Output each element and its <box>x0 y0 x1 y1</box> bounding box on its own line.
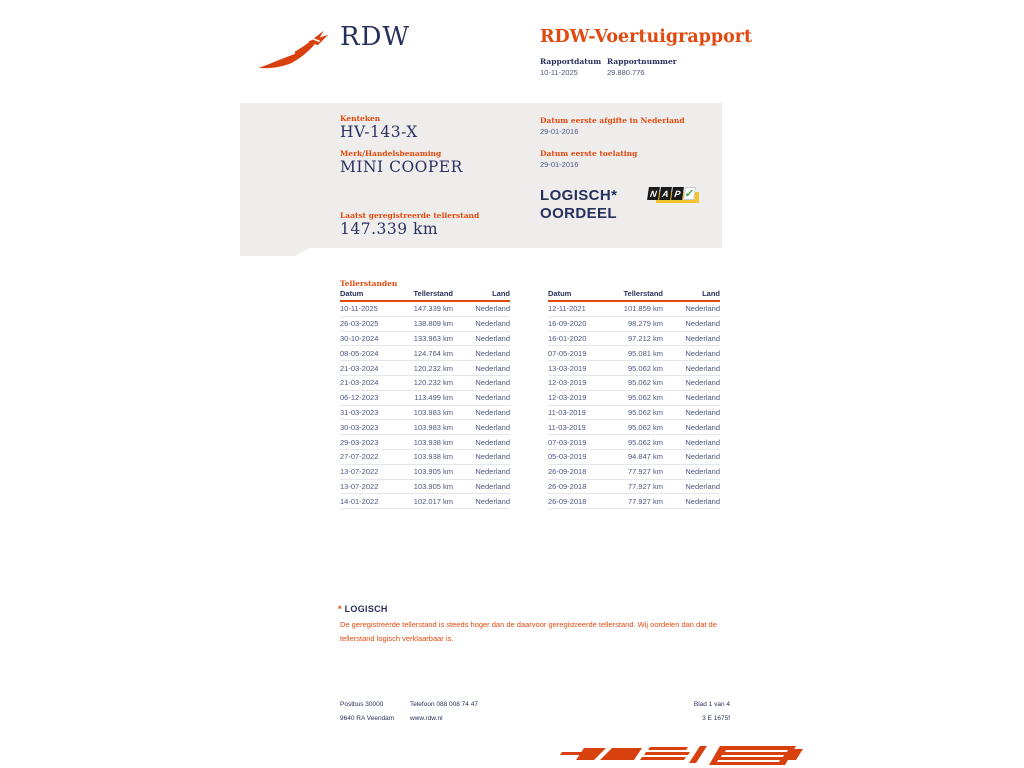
row-land: Nederland <box>685 496 720 506</box>
table-row <box>548 302 720 317</box>
row-land: Nederland <box>475 393 510 403</box>
row-tellerstand: 103.983 km <box>413 422 453 432</box>
row-land: Nederland <box>475 437 510 447</box>
table-row <box>340 420 510 435</box>
row-datum: 13-07-2022 <box>340 467 379 477</box>
oordeel-line2: OORDEEL <box>540 205 617 222</box>
table-row <box>548 420 720 435</box>
kenteken-label: Kenteken <box>340 114 381 123</box>
merk-label: Merk/Handelsbenaming <box>340 149 442 158</box>
row-tellerstand: 147.339 km <box>413 304 453 314</box>
table-body <box>340 302 510 509</box>
footer-city: 9640 RA Veendam <box>340 715 395 722</box>
col-datum: Datum <box>548 289 572 298</box>
table-row <box>340 494 510 509</box>
row-land: Nederland <box>685 363 720 373</box>
row-tellerstand: 95.062 km <box>627 378 663 388</box>
report-date-value: 10-11-2025 <box>540 68 578 77</box>
merk-value: MINI COOPER <box>340 158 463 176</box>
row-land: Nederland <box>475 363 510 373</box>
footer-form-code: 3 E 1675f <box>702 715 730 722</box>
table-row <box>340 480 510 495</box>
row-land: Nederland <box>475 378 510 388</box>
tellerstanden-table-left <box>340 289 510 509</box>
row-land: Nederland <box>685 422 720 432</box>
table-row <box>548 450 720 465</box>
row-datum: 12-11-2021 <box>548 304 586 314</box>
row-datum: 10-11-2025 <box>340 304 378 314</box>
row-land: Nederland <box>685 319 720 329</box>
report-number-value: 29.880.776 <box>607 68 645 77</box>
row-datum: 12-03-2019 <box>548 378 587 388</box>
row-tellerstand: 113.499 km <box>414 393 453 403</box>
afgifte-label: Datum eerste afgifte in Nederland <box>540 116 685 125</box>
footnote-title <box>338 604 388 614</box>
table-row <box>340 465 510 480</box>
row-land: Nederland <box>475 333 510 343</box>
row-datum: 16-09-2020 <box>548 319 587 329</box>
row-datum: 16-01-2020 <box>548 333 587 343</box>
row-land: Nederland <box>475 319 510 329</box>
row-tellerstand: 124.764 km <box>413 348 453 358</box>
row-land: Nederland <box>685 304 720 314</box>
row-datum: 27-07-2022 <box>340 452 379 462</box>
nap-letter-a: A <box>659 187 672 200</box>
table-row <box>548 317 720 332</box>
row-datum: 26-03-2025 <box>340 319 379 329</box>
table-row <box>548 376 720 391</box>
row-land: Nederland <box>685 437 720 447</box>
table-row <box>548 480 720 495</box>
footer-phone: Telefoon 088 008 74 47 <box>410 701 478 708</box>
row-datum: 26-09-2018 <box>548 467 587 477</box>
table-row <box>548 391 720 406</box>
col-tellerstand: Tellerstand <box>413 289 453 298</box>
row-tellerstand: 95.062 km <box>627 422 663 432</box>
row-datum: 13-07-2022 <box>340 481 379 491</box>
table-row <box>340 346 510 361</box>
table-row <box>548 435 720 450</box>
vehicle-summary-box <box>240 103 722 256</box>
table-row <box>548 346 720 361</box>
row-tellerstand: 102.017 km <box>413 496 453 506</box>
row-tellerstand: 77.927 km <box>627 481 663 491</box>
table-body <box>548 302 720 509</box>
row-tellerstand: 95.062 km <box>627 437 663 447</box>
row-land: Nederland <box>475 481 510 491</box>
row-land: Nederland <box>685 348 720 358</box>
footer-contact <box>410 698 530 726</box>
table-row <box>340 317 510 332</box>
row-datum: 21-03-2024 <box>340 378 379 388</box>
table-row <box>340 361 510 376</box>
table-row <box>340 302 510 317</box>
footer-postbus: Postbus 30000 <box>340 701 384 708</box>
tellerstanden-title: Tellerstanden <box>340 279 398 288</box>
row-tellerstand: 103.938 km <box>413 452 453 462</box>
row-tellerstand: 94.847 km <box>627 452 663 462</box>
row-tellerstand: 120.232 km <box>413 378 453 388</box>
col-tellerstand: Tellerstand <box>623 289 663 298</box>
kenteken-value: HV-143-X <box>340 123 418 141</box>
col-land: Land <box>702 289 720 298</box>
row-land: Nederland <box>475 422 510 432</box>
nap-letter-n: N <box>647 187 660 200</box>
row-datum: 29-03-2023 <box>340 437 379 447</box>
row-tellerstand: 101.859 km <box>623 304 663 314</box>
afgifte-value: 29-01-2016 <box>540 127 579 136</box>
row-tellerstand: 133.963 km <box>413 333 453 343</box>
laatste-tellerstand-value: 147.339 km <box>340 220 439 238</box>
row-land: Nederland <box>685 378 720 388</box>
row-tellerstand: 95.062 km <box>627 363 663 373</box>
row-datum: 30-10-2024 <box>340 333 379 343</box>
row-tellerstand: 77.927 km <box>627 496 663 506</box>
row-datum: 11-03-2019 <box>548 407 586 417</box>
row-tellerstand: 103.983 km <box>413 407 453 417</box>
table-row <box>340 450 510 465</box>
col-land: Land <box>492 289 510 298</box>
row-land: Nederland <box>475 407 510 417</box>
row-land: Nederland <box>685 393 720 403</box>
table-row <box>548 361 720 376</box>
row-tellerstand: 77.927 km <box>627 467 663 477</box>
footer-page-info <box>630 698 730 726</box>
report-date-label: Rapportdatum <box>540 57 602 66</box>
toelating-label: Datum eerste toelating <box>540 149 638 158</box>
row-land: Nederland <box>685 407 720 417</box>
table-row <box>548 332 720 347</box>
row-datum: 31-03-2023 <box>340 407 379 417</box>
oordeel-line1: LOGISCH* <box>540 187 618 204</box>
row-datum: 14-01-2022 <box>340 496 379 506</box>
table-row <box>340 406 510 421</box>
row-datum: 05-03-2019 <box>548 452 587 462</box>
row-datum: 11-03-2019 <box>548 422 586 432</box>
row-datum: 21-03-2024 <box>340 363 379 373</box>
footer-website-link[interactable]: www.rdw.nl <box>410 715 443 722</box>
footer-address <box>340 698 405 726</box>
table-row <box>340 391 510 406</box>
nap-logo <box>648 185 700 207</box>
row-tellerstand: 103.905 km <box>413 481 453 491</box>
row-tellerstand: 97.212 km <box>627 333 663 343</box>
row-land: Nederland <box>685 333 720 343</box>
rdw-bird-icon <box>253 26 333 72</box>
row-land: Nederland <box>475 304 510 314</box>
footnote-title-text: LOGISCH <box>344 604 388 614</box>
report-number-label: Rapportnummer <box>607 57 677 66</box>
table-header <box>340 289 510 302</box>
row-land: Nederland <box>685 452 720 462</box>
tellerstanden-table-right <box>548 289 720 509</box>
table-row <box>548 406 720 421</box>
oordeel-text <box>540 187 617 223</box>
row-datum: 07-05-2019 <box>548 348 587 358</box>
nap-letter-p: P <box>671 187 684 200</box>
row-tellerstand: 95.062 km <box>627 393 663 403</box>
table-row <box>548 465 720 480</box>
rdw-wordmark: RDW <box>340 22 411 52</box>
row-tellerstand: 120.232 km <box>413 363 453 373</box>
table-row <box>548 494 720 509</box>
table-header <box>548 289 720 302</box>
row-datum: 26-09-2018 <box>548 496 587 506</box>
row-datum: 13-03-2019 <box>548 363 587 373</box>
toelating-value: 29-01-2016 <box>540 160 579 169</box>
row-datum: 08-05-2024 <box>340 348 379 358</box>
row-land: Nederland <box>475 348 510 358</box>
table-row <box>340 332 510 347</box>
row-datum: 26-09-2018 <box>548 481 587 491</box>
footer-page-number: Blad 1 van 4 <box>693 701 730 708</box>
row-land: Nederland <box>685 467 720 477</box>
row-tellerstand: 95.062 km <box>627 407 663 417</box>
row-datum: 06-12-2023 <box>340 393 379 403</box>
row-datum: 30-03-2023 <box>340 422 379 432</box>
row-tellerstand: 95.081 km <box>627 348 663 358</box>
row-tellerstand: 138.809 km <box>413 319 453 329</box>
laatste-tellerstand-label: Laatst geregistreerde tellerstand <box>340 211 480 220</box>
col-datum: Datum <box>340 289 364 298</box>
row-land: Nederland <box>475 496 510 506</box>
footnote-star: * <box>338 604 342 614</box>
row-land: Nederland <box>475 452 510 462</box>
row-tellerstand: 103.905 km <box>413 467 453 477</box>
footnote-text: De geregistreerde tellerstand is steeds hoger dan de daarvoor geregistreerde tellerstand. Wij oordelen dan dat de tellerstand logisch verklaarbaar is. <box>340 620 717 643</box>
row-tellerstand: 98.279 km <box>627 319 663 329</box>
table-row <box>340 376 510 391</box>
row-datum: 12-03-2019 <box>548 393 587 403</box>
row-land: Nederland <box>475 467 510 477</box>
nap-check-icon: ✓ <box>683 188 695 200</box>
row-datum: 07-03-2019 <box>548 437 587 447</box>
row-land: Nederland <box>685 481 720 491</box>
row-tellerstand: 103.938 km <box>413 437 453 447</box>
page-title: RDW-Voertuigrapport <box>540 27 753 47</box>
rdw-flag-graphic <box>548 744 803 768</box>
table-row <box>340 435 510 450</box>
